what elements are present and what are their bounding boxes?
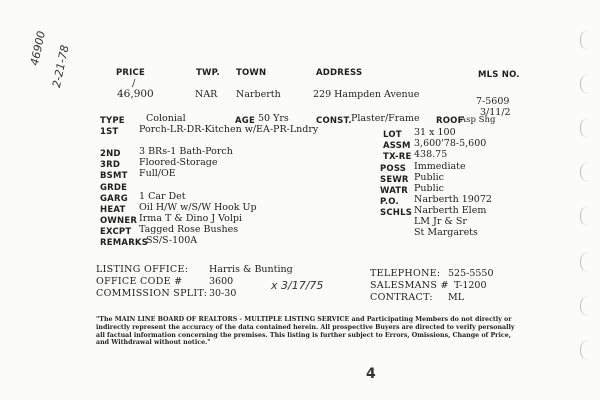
type-value: Colonial — [146, 113, 186, 124]
txre-label: TX-RE — [383, 152, 412, 162]
school-1: Narberth Elem — [414, 205, 487, 216]
second-floor-value: 3 BRs-1 Bath-Porch — [139, 146, 233, 157]
twp-value: NAR — [195, 89, 218, 100]
price-label: PRICE — [116, 68, 145, 78]
owner-label: OWNER — [100, 216, 138, 226]
basement-label: BSMT — [100, 171, 128, 181]
po-value: Narberth 19072 — [414, 194, 492, 205]
binder-hole — [580, 30, 589, 50]
price-value: 46,900 — [117, 88, 154, 100]
office-code-label: OFFICE CODE # — [96, 276, 183, 287]
salesman-value: T-1200 — [454, 280, 487, 291]
roof-label: ROOF — [436, 116, 464, 126]
watr-value: Public — [414, 183, 444, 194]
poss-value: Immediate — [414, 161, 466, 172]
watr-label: WATR — [380, 186, 409, 196]
telephone-value: 525-5550 — [448, 268, 494, 279]
sewr-label: SEWR — [380, 175, 409, 185]
town-value: Narberth — [236, 89, 281, 100]
binder-hole — [580, 340, 589, 360]
mls-date: 3/11/2 — [480, 107, 511, 118]
grade-label: GRDE — [100, 183, 128, 193]
txre-value: 438.75 — [414, 149, 448, 160]
commission-label: COMMISSION SPLIT: — [96, 288, 208, 299]
binder-hole — [580, 162, 589, 182]
school-2: LM Jr & Sr — [414, 216, 467, 227]
sewr-value: Public — [414, 172, 444, 183]
contract-value: ML — [448, 292, 465, 303]
binder-hole — [580, 74, 589, 94]
basement-value: Full/OE — [139, 168, 176, 179]
type-label: TYPE — [100, 116, 125, 126]
poss-label: POSS — [380, 164, 407, 174]
office-code-value: 3600 — [209, 276, 234, 287]
remarks-label: REMARKS — [100, 238, 149, 248]
school-3: St Margarets — [414, 227, 478, 238]
third-floor-label: 3RD — [100, 160, 121, 170]
mls-label: MLS NO. — [478, 70, 520, 80]
handwritten-price: 46900 — [28, 29, 48, 67]
town-label: TOWN — [236, 68, 267, 78]
heat-label: HEAT — [100, 205, 126, 215]
heat-value: Oil H/W w/S/W Hook Up — [139, 202, 257, 213]
exceptions-label: EXCPT — [100, 227, 132, 237]
mls-number: 7-5609 — [476, 96, 510, 107]
age-value: 50 Yrs — [258, 113, 289, 124]
owner-value: Irma T & Dino J Volpi — [139, 213, 243, 224]
handwritten-date: 2-21-78 — [50, 44, 72, 89]
address-value: 229 Hampden Avenue — [313, 89, 420, 100]
handwritten-listing-note: x 3/17/75 — [271, 279, 324, 292]
telephone-label: TELEPHONE: — [370, 268, 441, 279]
assm-label: ASSM — [383, 141, 411, 151]
const-label: CONST. — [316, 116, 352, 126]
po-label: P.O. — [380, 197, 399, 207]
lot-value: 31 x 100 — [414, 127, 456, 138]
listing-office-label: LISTING OFFICE: — [96, 264, 189, 275]
garage-value: 1 Car Det — [139, 191, 186, 202]
contract-label: CONTRACT: — [370, 292, 433, 303]
schools-label: SCHLS — [380, 208, 413, 218]
binder-hole — [580, 252, 589, 272]
const-value: Plaster/Frame — [351, 113, 420, 124]
first-floor-label: 1ST — [100, 127, 119, 137]
mls-disclaimer: "The MAIN LINE BOARD OF REALTORS - MULTIPLE LISTING SERVICE and Participating Members do not directly or indirectly represent the accuracy of the data contained herein. All prospective Buyers are directed to verify personally all factual information concerning the premises. This listing is further subject to Errors, Omissions, Change of Price, and Withdrawal without notice." — [96, 316, 515, 347]
listing-office-value: Harris & Bunting — [209, 264, 293, 275]
twp-label: TWP. — [196, 68, 220, 78]
first-floor-value: Porch-LR-DR-Kitchen w/EA-PR-Lndry — [139, 124, 319, 135]
binder-hole — [580, 206, 589, 226]
binder-hole — [580, 118, 589, 138]
exceptions-value: Tagged Rose Bushes — [139, 224, 239, 235]
age-label: AGE — [235, 116, 255, 126]
lot-label: LOT — [383, 130, 402, 140]
handwritten-tick: / — [132, 78, 136, 89]
remarks-value: SS/S-100A — [146, 235, 198, 246]
commission-value: 30-30 — [209, 288, 237, 299]
binder-hole — [580, 296, 589, 316]
roof-value: Asp Shg — [460, 115, 496, 125]
garage-label: GARG — [100, 194, 128, 204]
salesman-label: SALESMANS # — [370, 280, 449, 291]
third-floor-value: Floored-Storage — [139, 157, 218, 168]
handwritten-page-mark: 4 — [366, 366, 376, 382]
assm-value: 3,600'78-5,600 — [414, 138, 487, 149]
second-floor-label: 2ND — [100, 149, 121, 159]
address-label: ADDRESS — [316, 68, 363, 78]
